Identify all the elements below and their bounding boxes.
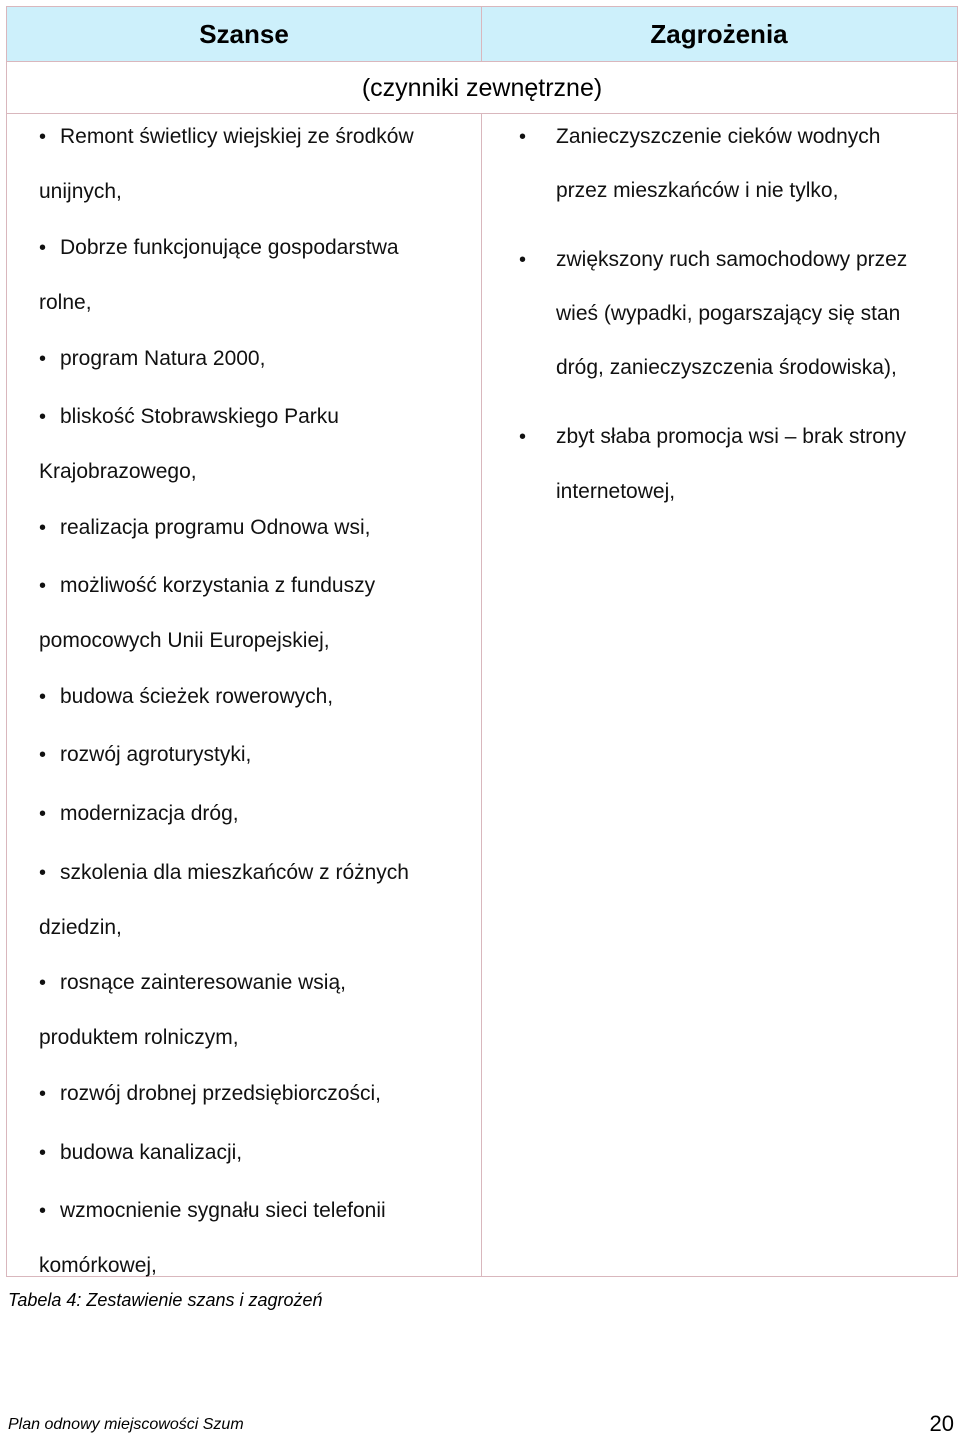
threat-line: Zanieczyszczenie cieków wodnych [556, 125, 881, 148]
table-header-row [7, 7, 957, 62]
bullet-marker: • [39, 862, 47, 884]
opportunity-line: unijnych, [39, 180, 122, 203]
opportunity-line: program Natura 2000, [60, 347, 266, 370]
bullet-marker: • [39, 237, 47, 259]
bullet-marker: • [39, 1200, 47, 1222]
opportunity-line: wzmocnienie sygnału sieci telefonii [60, 1199, 386, 1222]
footer-document-title: Plan odnowy miejscowości Szum [8, 1416, 244, 1433]
header-threats: Zagrożenia [650, 19, 788, 49]
opportunity-line: pomocowych Unii Europejskiej, [39, 629, 330, 652]
bullet-marker: • [519, 126, 527, 148]
bullet-marker: • [39, 517, 47, 539]
column-divider [481, 114, 482, 1276]
opportunity-line: komórkowej, [39, 1254, 157, 1277]
bullet-marker: • [39, 1083, 47, 1105]
threat-line: zbyt słaba promocja wsi – brak strony [556, 425, 907, 448]
opportunity-line: szkolenia dla mieszkańców z różnych [60, 861, 409, 884]
opportunities-threats-table [6, 6, 958, 1277]
opportunity-line: Krajobrazowego, [39, 460, 197, 483]
bullet-marker: • [39, 744, 47, 766]
bullet-marker: • [39, 406, 47, 428]
threat-line: dróg, zanieczyszczenia środowiska), [556, 356, 897, 379]
bullet-marker: • [39, 686, 47, 708]
opportunity-line: budowa ścieżek rowerowych, [60, 685, 334, 708]
bullet-marker: • [519, 249, 527, 271]
opportunity-line: realizacja programu Odnowa wsi, [60, 516, 371, 539]
header-opportunities: Szanse [7, 7, 482, 61]
opportunity-line: dziedzin, [39, 916, 122, 939]
bullet-marker: • [39, 803, 47, 825]
threat-line: przez mieszkańców i nie tylko, [556, 179, 839, 202]
opportunity-line: produktem rolniczym, [39, 1026, 239, 1049]
opportunity-line: bliskość Stobrawskiego Parku [60, 405, 339, 428]
opportunity-line: możliwość korzystania z funduszy [60, 574, 376, 597]
opportunity-line: modernizacja dróg, [60, 802, 239, 825]
threat-line: internetowej, [556, 480, 676, 503]
opportunity-line: Remont świetlicy wiejskiej ze środków [60, 125, 414, 148]
opportunity-line: rozwój agroturystyki, [60, 743, 252, 766]
opportunity-line: rosnące zainteresowanie wsią, [60, 971, 346, 994]
bullet-marker: • [519, 426, 527, 448]
bullet-marker: • [39, 1142, 47, 1164]
opportunity-line: budowa kanalizacji, [60, 1141, 243, 1164]
opportunity-line: rolne, [39, 291, 92, 314]
bullet-marker: • [39, 575, 47, 597]
bullet-marker: • [39, 972, 47, 994]
bullet-marker: • [39, 348, 47, 370]
threat-line: zwiększony ruch samochodowy przez [556, 248, 908, 271]
threat-line: wieś (wypadki, pogarszający się stan [556, 302, 901, 325]
opportunity-line: rozwój drobnej przedsiębiorczości, [60, 1082, 381, 1105]
page-number: 20 [929, 1411, 954, 1436]
subheader-external-factors: (czynniki zewnętrzne) [7, 62, 957, 114]
opportunity-line: Dobrze funkcjonujące gospodarstwa [60, 236, 399, 259]
bullet-marker: • [39, 126, 47, 148]
table-caption: Tabela 4: Zestawienie szans i zagrożeń [8, 1290, 323, 1310]
